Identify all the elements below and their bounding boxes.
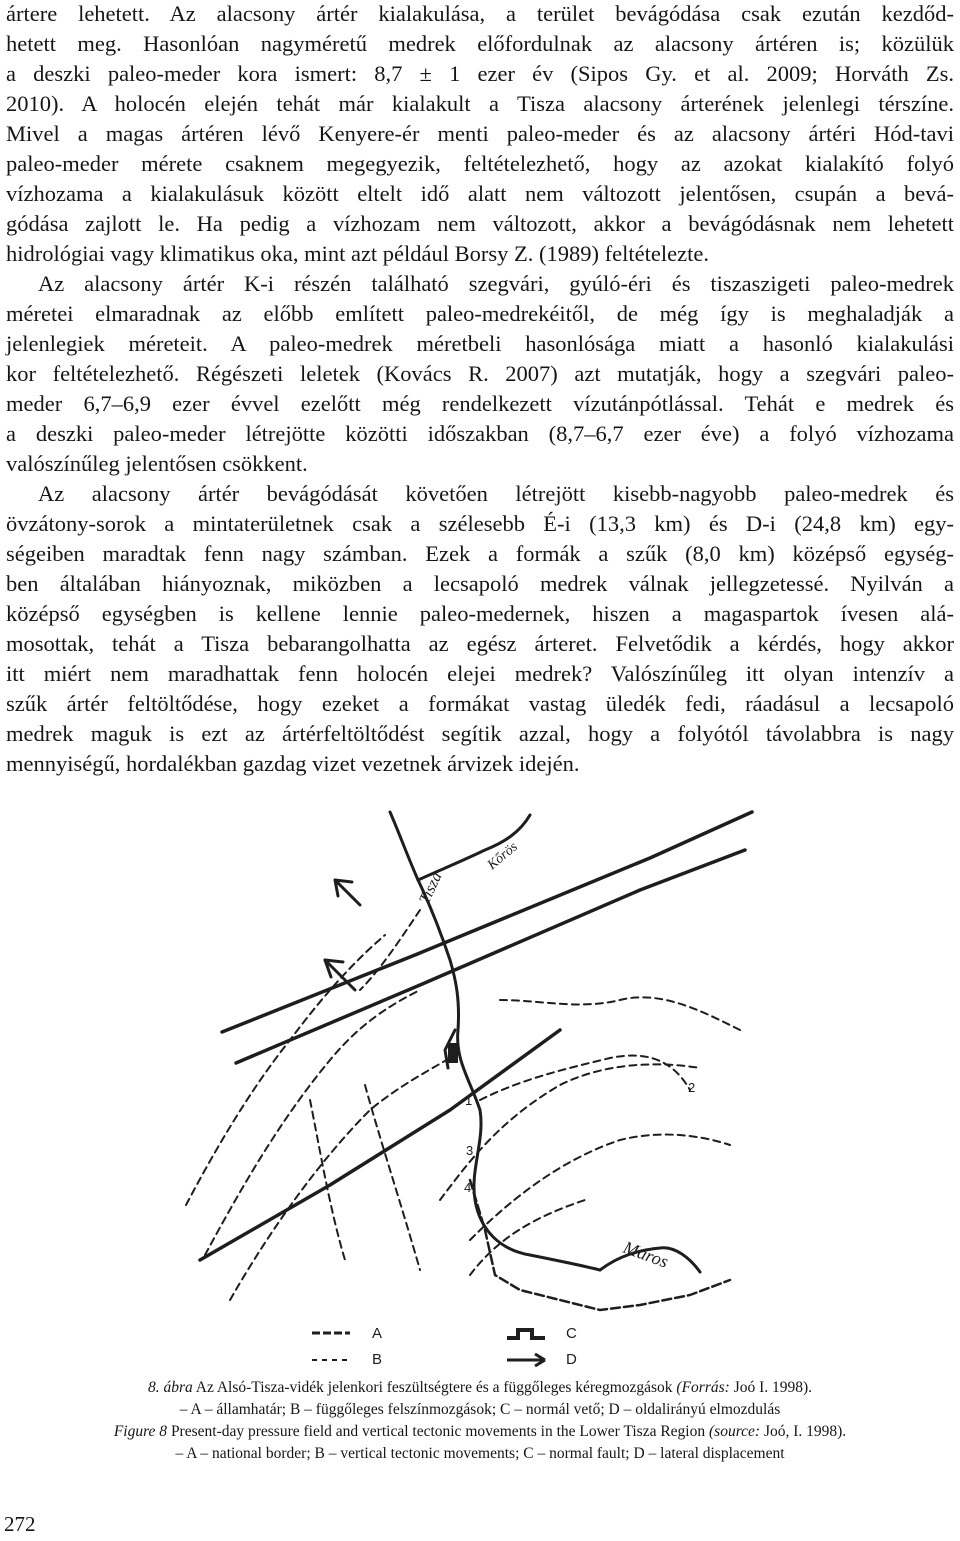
figure-caption-en: [0, 1421, 960, 1443]
figure-legend-en: – A – national border; B – vertical tectonic movements; C – normal fault; D – lateral displacement: [175, 1445, 785, 1462]
figure-legend: [312, 1330, 545, 1366]
isoline-label-4: 4: [464, 1180, 472, 1195]
text-line: meder 6,7–6,9 ezer évvel ezelőtt még rendelkezett vízutánpótlással. Tehát e medrek és: [6, 391, 954, 416]
text-line: hetett meg. Hasonlóan nagyméretű medrek előfordulnak az alacsony ártéren is; közülük: [6, 31, 954, 56]
national-border: [470, 1180, 730, 1310]
tisza-label: Tisza: [416, 869, 446, 907]
text-line: jelenlegiek méreteit. A paleo-medrek méretbeli hasonlósága miatt a hasonló kialakulási: [6, 331, 954, 356]
text-line: Mivel a magas ártéren lévő Kenyere-ér menti paleo-meder és az alacsony ártéri Hód-tavi: [6, 121, 954, 146]
text-line: mosottak, tehát a Tisza bebarangolhatta az egész árteret. Felvetődik a kérdés, hogy akkor: [6, 631, 954, 656]
text-line: gódása zajlott le. Ha pedig a vízhozam nem változott, akkor a bevágódásnak nem lehetett: [6, 211, 954, 236]
caption-en-number: Figure 8: [113, 1423, 168, 1440]
figure-legend-hu: – A – államhatár; B – függőleges felszínmozgások; C – normál vető; D – oldalirányú elmozdulás: [179, 1401, 781, 1418]
text-line: itt miért nem maradhattak fenn holocén elejei medrek? Valószínűleg itt olyan intenzív a: [6, 661, 954, 686]
caption-hu-source-label: (Forrás:: [676, 1379, 730, 1396]
koros-label: Kőrös: [484, 839, 521, 874]
legend-key-c: C: [566, 1325, 577, 1342]
text-line: a deszki paleo-meder kora ismert: 8,7 ± 1 ezer év (Sipos Gy. et al. 2009; Horváth Zs.: [6, 61, 954, 86]
text-line: a deszki paleo-meder létrejötte közötti időszakban (8,7–6,7 ezer éve) a folyó vízhozama: [6, 421, 954, 446]
legend-key-a: A: [372, 1325, 383, 1342]
normal-fault-lines: [200, 812, 752, 1260]
page-number: 272: [4, 1512, 36, 1536]
text-line: ártere lehetett. Az alacsony ártér kialakulása, a terület bevágódása csak ezután kezdőd-: [6, 1, 954, 26]
lateral-displacement-arrows: [325, 880, 360, 990]
text-line: paleo-meder mérete csaknem megegyezik, feltételezhető, hogy az azokat kialakító folyó: [6, 151, 954, 176]
text-line: mennyiségű, hordalékban gazdag vizet vezetnek árvizek idején.: [6, 751, 580, 776]
tisza-river: [390, 812, 600, 1270]
figure-caption-hu: [0, 1377, 960, 1399]
legend-key-d: D: [566, 1351, 577, 1368]
text-line: középső egységben is kellene lennie paleo-medernek, hiszen a magaspartok ívesen alá-: [6, 601, 954, 626]
town-block: [448, 1043, 458, 1063]
caption-hu-text: Az Alsó-Tisza-vidék jelenkori feszültségtere és a függőleges kéregmozgások: [192, 1379, 677, 1396]
caption-hu-source: Joó I. 1998).: [729, 1379, 813, 1396]
text-line: 2010). A holocén elején tehát már kialakult a Tisza alacsony árterének jelenlegi térszíne.: [6, 91, 954, 116]
text-line: Az alacsony ártér bevágódását követően létrejött kisebb-nagyobb paleo-medrek és: [38, 481, 954, 506]
caption-en-source-label: (source:: [709, 1423, 761, 1440]
tectonic-map-figure: [160, 800, 800, 1372]
text-line: hidrológiai vagy klimatikus oka, mint azt például Borsy Z. (1989) feltételezte.: [6, 241, 709, 266]
text-line: Az alacsony ártér K-i részén található szegvári, gyúló-éri és tiszaszigeti paleo-medrek: [38, 271, 954, 296]
caption-hu-number: 8. ábra: [147, 1379, 193, 1396]
text-line: méretei elmaradnak az előbb említett paleo-medrekéitől, de még így is meghaladják a: [6, 301, 954, 326]
isoline-label-1: 1: [465, 1093, 473, 1108]
text-line: ségeiben maradtak fenn nagy számban. Ezek a formák a szűk (8,0 km) középső egység-: [6, 541, 954, 566]
text-line: valószínűleg jelentősen csökkent.: [6, 451, 308, 476]
isoline-label-3: 3: [466, 1143, 474, 1158]
caption-en-source: Joó, I. 1998).: [760, 1423, 847, 1440]
vertical-movement-isolines: [186, 910, 740, 1300]
isoline-label-2: 2: [688, 1080, 696, 1095]
text-line: ben általában hiányoznak, miközben a lecsapoló medrek válnak jellegzetessé. Nyilván a: [6, 571, 954, 596]
legend-key-b: B: [372, 1351, 383, 1368]
caption-en-text: Present-day pressure field and vertical tectonic movements in the Lower Tisza Region: [167, 1423, 709, 1440]
text-line: medrek maguk is ezt az ártérfeltöltődést segítik azzal, hogy a folyótól távolabbra is nagy: [6, 721, 954, 746]
text-line: övzátony-sorok a mintaterületnek csak a szélesebb É-i (13,3 km) és D-i (24,8 km) egy-: [6, 511, 954, 536]
text-line: szűk ártér feltöltődése, hogy ezeket a formákat vastag üledék fedi, ráadásul a lecsapoló: [6, 691, 954, 716]
text-line: kor feltételezhető. Régészeti leletek (Kovács R. 2007) azt mutatják, hogy a szegvári paleo-: [6, 361, 954, 386]
text-line: vízhozama a kialakulásuk között eltelt idő alatt nem változott jelentősen, csupán a bevá-: [6, 181, 954, 206]
maros-label: Maros: [620, 1236, 672, 1272]
